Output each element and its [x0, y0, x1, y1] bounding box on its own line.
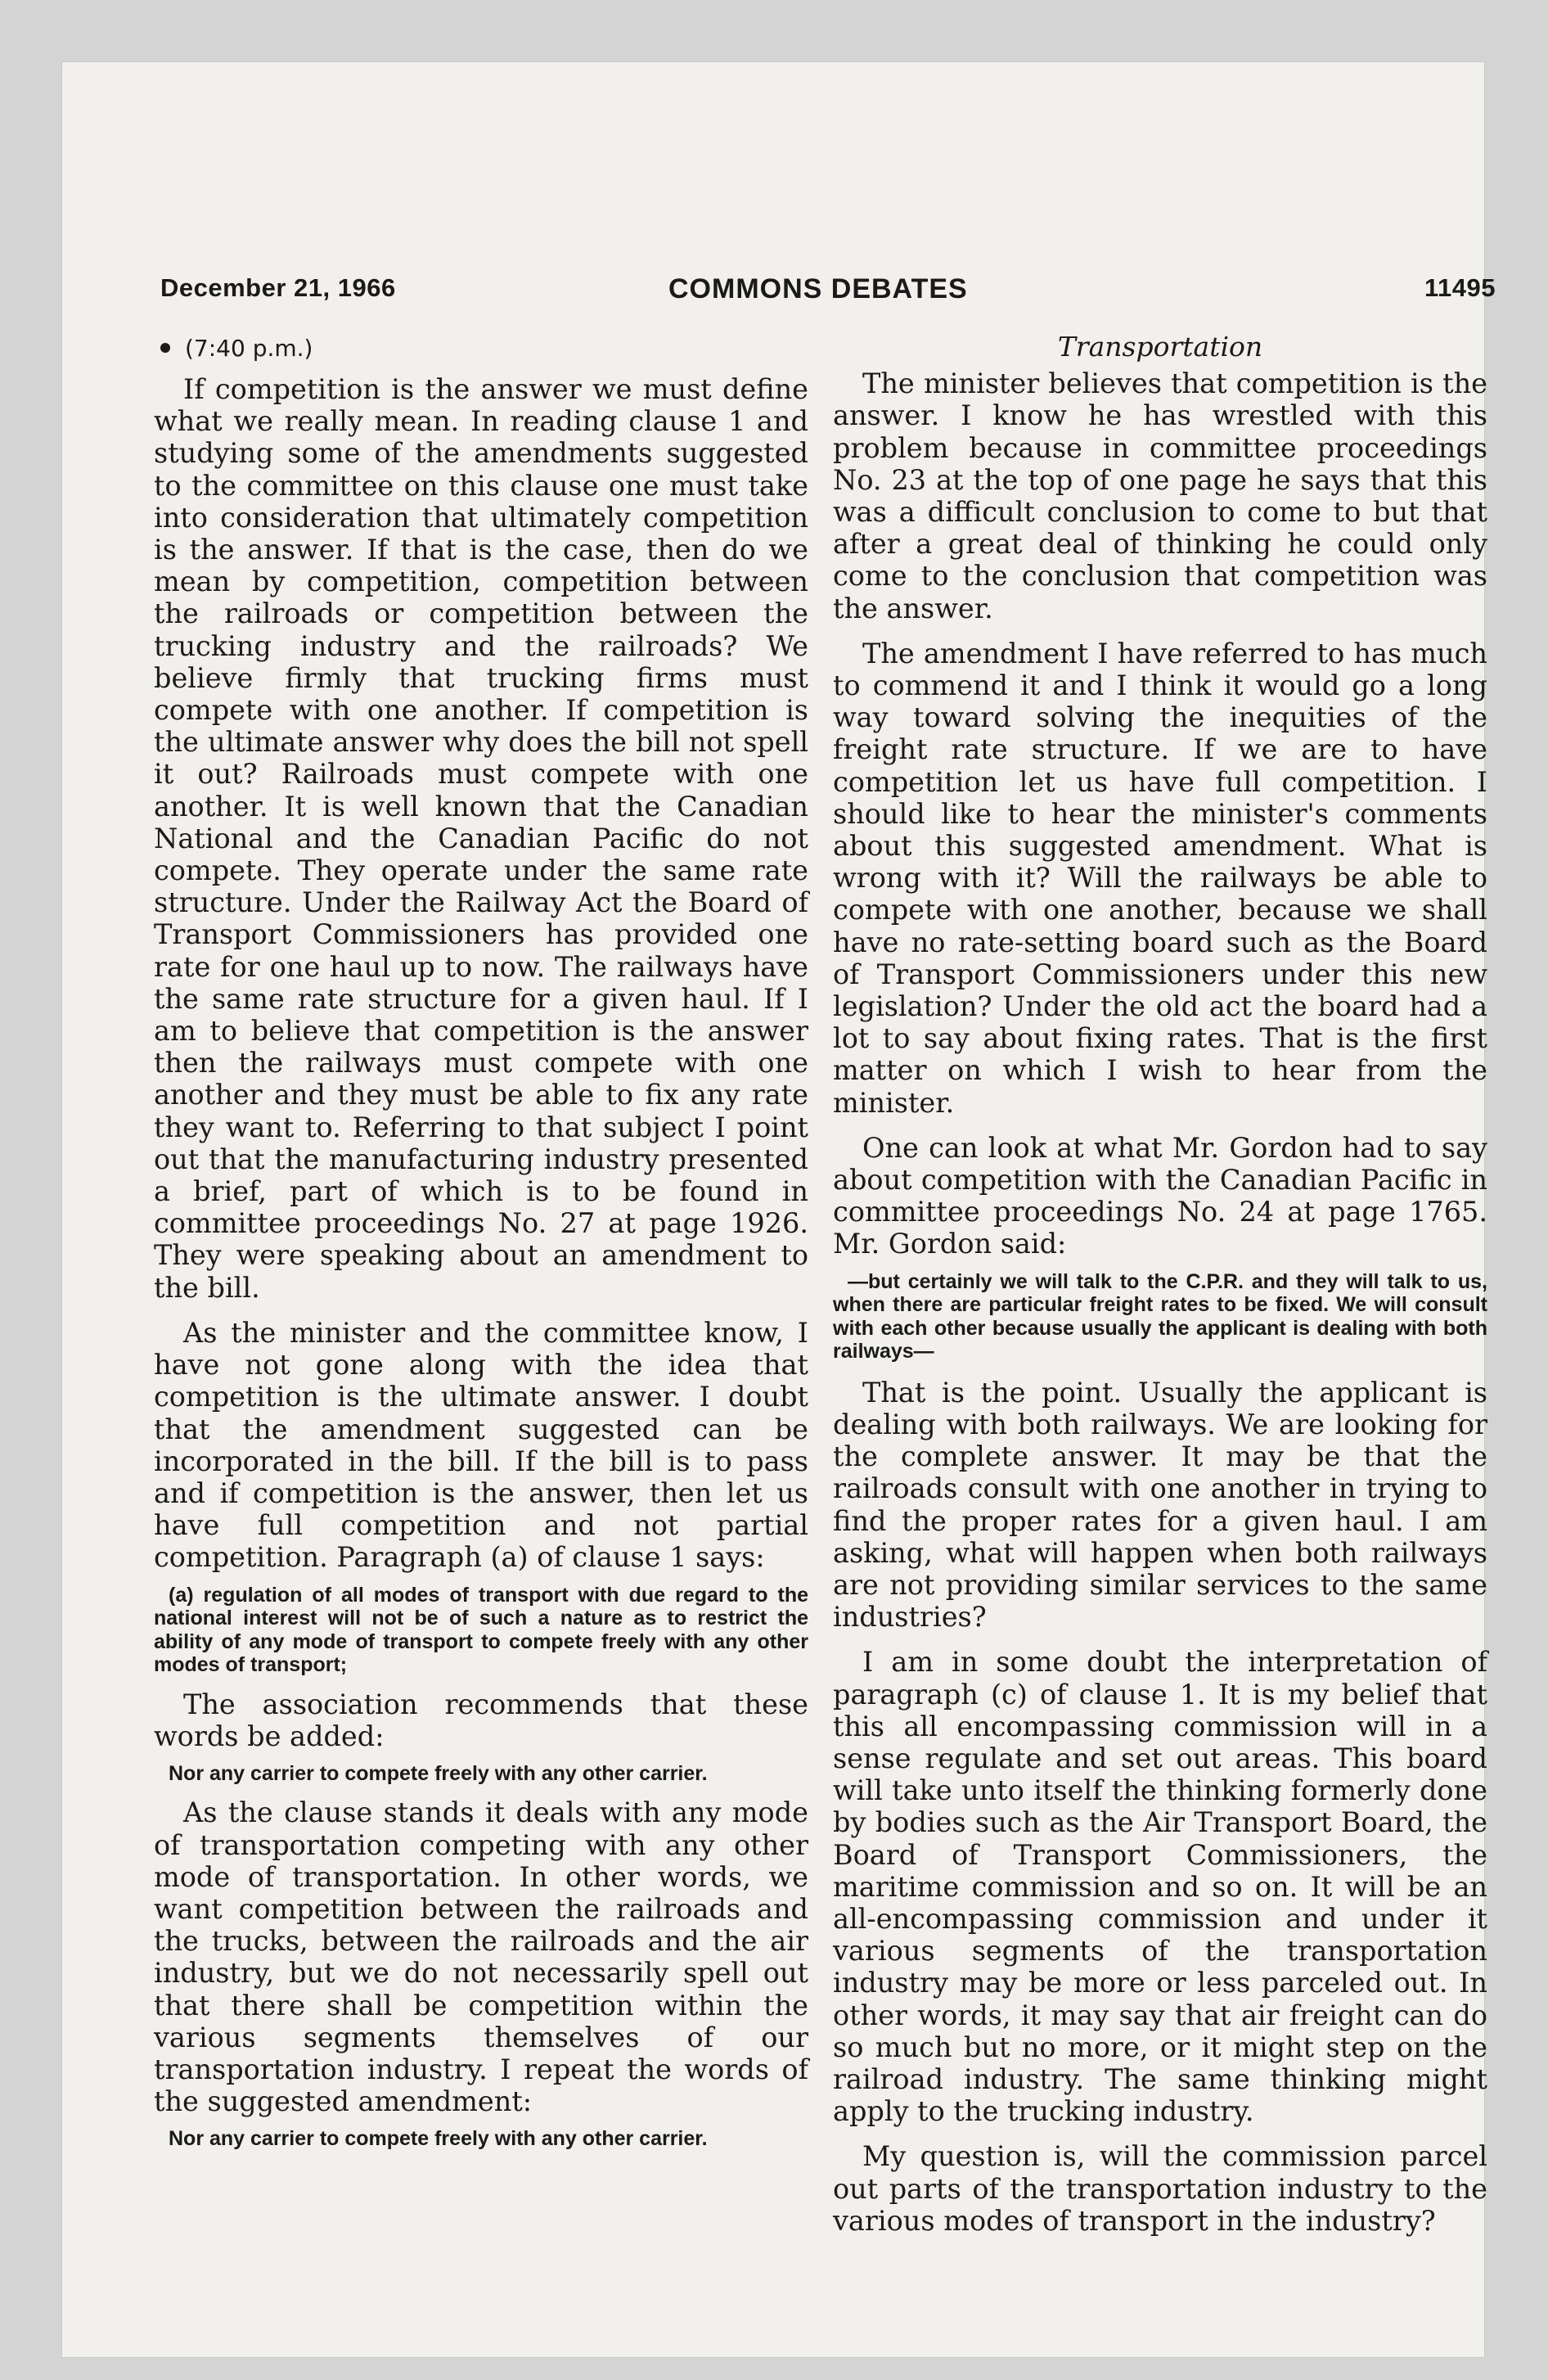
paragraph: One can look at what Mr. Gordon had to say about competition with the Canadian Pacific in committee proceedings No. 24 at page 1765. Mr. Gordon said:: [833, 1131, 1487, 1260]
right-column: [833, 331, 1487, 2237]
document-page: [62, 62, 1496, 2357]
paragraph: I am in some doubt the interpretation of paragraph (c) of clause 1. It is my belief that this all encompassing commission will in a sense regulate and set out areas. This board will take unto itself the thinking formerly done by bodies such as the Air Transport Board, the Board of Transport Commissioners, the maritime commission and so on. It will be an all-encompassing commission and under it various segments of the transportation industry may be more or less parceled out. In other words, it may say that air freight can do so much but no more, or it might step on the railroad industry. The same thinking might apply to the trucking industry.: [833, 1646, 1487, 2128]
running-head: Transportation: [1057, 331, 1263, 363]
left-column: [154, 331, 808, 2162]
paragraph: My question is, will the commission parcel out parts of the transportation industry to the various modes of transport in the industry?: [833, 2140, 1487, 2237]
header-title: COMMONS DEBATES: [668, 273, 968, 304]
block-quote: —but certainly we will talk to the C.P.R. and they will talk to us, when there are particular freight rates to be fixed. We will consult with each other because usually the applicant is dealing with both railways—: [833, 1269, 1487, 1364]
paragraph: The association recommends that these words be added:: [154, 1688, 808, 1752]
time-stamp: [154, 331, 808, 367]
header-page-number: 11495: [1424, 273, 1496, 302]
paragraph: If competition is the answer we must define what we really mean. In reading clause 1 and studying some of the amendments suggested to the committee on this clause one must take into consideration that ultimately competition is the answer. If that is the case, then do we mean by competition, competition between the railroads or competition between the trucking industry and the railroads? We believe firmly that trucking firms must compete with one another. If competition is the ultimate answer why does the bill not spell it out? Railroads must compete with one another. It is well known that the Canadian National and the Canadian Pacific do not compete. They operate under the same rate structure. Under the Railway Act the Board of Transport Commissioners has provided one rate for one haul up to now. The railways have the same rate structure for a given haul. If I am to believe that competition is the answer then the railways must compete with one another and they must be able to fix any rate they want to. Referring to that subject I point out that the manufacturing industry presented a brief, part of which is to be found in committee proceedings No. 27 at page 1926. They were speaking about an amendment to the bill.: [154, 373, 808, 1304]
paragraph: The minister believes that competition is the answer. I know he has wrestled with this problem because in committee proceedings No. 23 at the top of one page he says that this was a difficult conclusion to come to but that after a great deal of thinking he could only come to the conclusion that competition was the answer.: [833, 367, 1487, 624]
block-quote: Nor any carrier to compete freely with any other carrier.: [169, 1761, 708, 1785]
header-date: December 21, 1966: [160, 273, 396, 302]
paragraph: As the clause stands it deals with any mode of transportation competing with any other mode of transportation. In other words, we want competition between the railroads and the trucks, between the railroads and the air industry, but we do not necessarily spell out that there shall be competition within the various segments themselves of our transportation industry. I repeat the words of the suggested amendment:: [154, 1796, 808, 2118]
bullet-icon: [160, 343, 170, 353]
paragraph: That is the point. Usually the applicant is dealing with both railways. We are looking for the complete answer. It may be that the railroads consult with one another in trying to find the proper rates for a given haul. I am asking, what will happen when both railways are not providing similar services to the same industries?: [833, 1376, 1487, 1634]
block-quote: (a) regulation of all modes of transport with due regard to the national interest will not be of such a nature as to restrict the ability of any mode of transport to compete freely with any other modes of transport;: [154, 1583, 808, 1677]
paragraph: As the minister and the committee know, I have not gone along with the idea that competition is the ultimate answer. I doubt that the amendment suggested can be incorporated in the bill. If the bill is to pass and if competition is the answer, then let us have full competition and not partial competition. Paragraph (a) of clause 1 says:: [154, 1316, 808, 1574]
paragraph: The amendment I have referred to has much to commend it and I think it would go a long way toward solving the inequities of the freight rate structure. If we are to have competition let us have full competition. I should like to hear the minister's comments about this suggested amendment. What is wrong with it? Will the railways be able to compete with one another, because we shall have no rate-setting board such as the Board of Transport Commissioners under this new legislation? Under the old act the board had a lot to say about fixing rates. That is the first matter on which I wish to hear from the minister.: [833, 637, 1487, 1119]
page-header: [160, 273, 1496, 314]
time-text: (7:40 p.m.): [185, 335, 313, 362]
block-quote: Nor any carrier to compete freely with any other carrier.: [169, 2127, 708, 2151]
